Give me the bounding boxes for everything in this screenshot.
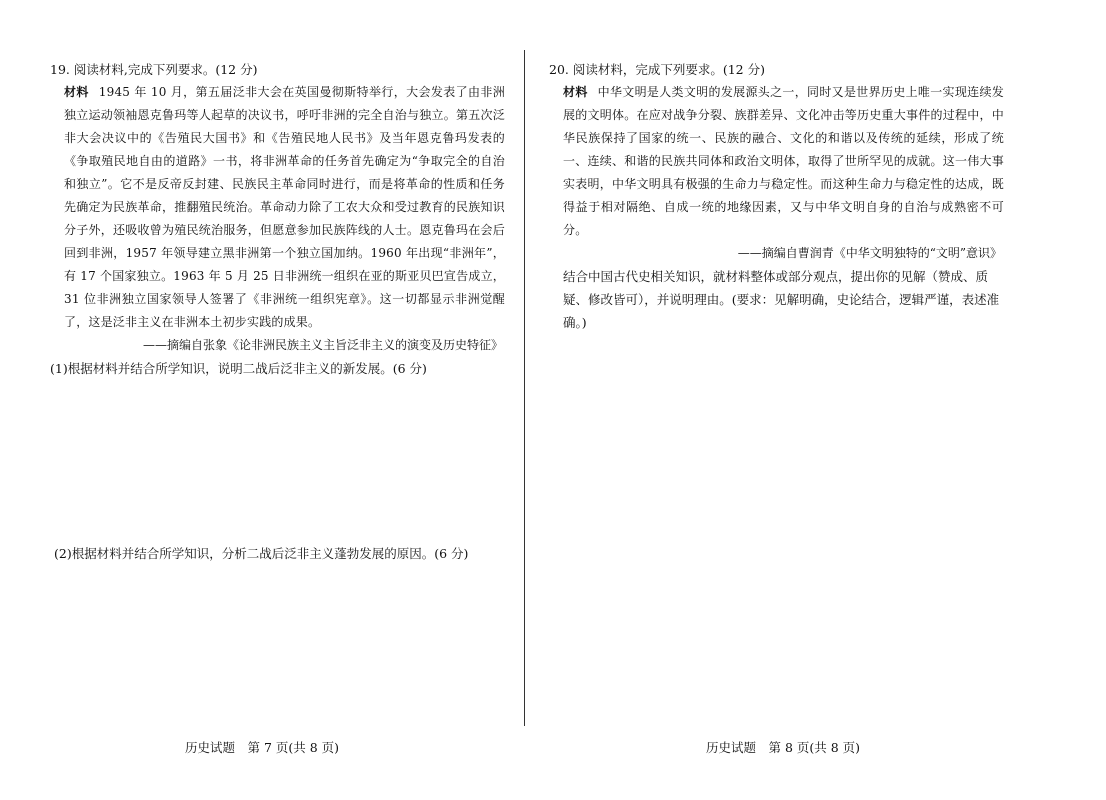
question-19-sub-1: (1)根据材料并结合所学知识，说明二战后泛非主义的新发展。(6 分) [50, 361, 427, 376]
question-19-sub-2: (2)根据材料并结合所学知识，分析二战后泛非主义蓬勃发展的原因。(6 分) [54, 546, 469, 561]
material-label: 材料 [64, 85, 89, 99]
question-20-task: 结合中国古代史相关知识，就材料整体或部分观点，提出你的见解（赞成、质疑、修改皆可），并说明理由。(要求：见解明确，史论结合，逻辑严谨，表述准确。) [563, 269, 1000, 330]
footer-page-8: 历史试题 第 8 页(共 8 页) [706, 740, 861, 755]
right-page [549, 58, 1004, 334]
footer-page-7: 历史试题 第 7 页(共 8 页) [185, 740, 340, 755]
question-20-material [549, 81, 1004, 242]
material-text: 中华文明是人类文明的发展源头之一，同时又是世界历史上唯一实现连续发展的文明体。在应对战争分裂、族群差异、文化冲击等历史重大事件的过程中，中华民族保持了国家的统一、民族的融合、文化的和谐以及传统的延续，形成了统一、连续、和谐的民族共同体和政治文明体，取得了世所罕见的成就。这一伟大事实表明，中华文明具有极强的生命力与稳定性。而这种生命力与稳定性的达成，既得益于相对隔绝、自成一统的地缘因素，又与中华文明自身的自治与成熟密不可分。 [563, 85, 1004, 237]
question-20-source: ——摘编自曹润青《中华文明独特的“文明”意识》 [737, 246, 1002, 260]
material-label: 材料 [563, 85, 588, 99]
left-page [50, 58, 505, 380]
question-19-source: ——摘编自张象《论非洲民族主义主旨泛非主义的演变及历史特征》 [142, 338, 503, 352]
material-text: 1945 年 10 月，第五届泛非大会在英国曼彻斯特举行，大会发表了由非洲独立运动领袖恩克鲁玛等人起草的决议书，呼吁非洲的完全自治与独立。第五次泛非大会决议中的《告殖民大国书》和《告殖民地人民书》及当年恩克鲁玛发表的《争取殖民地自由的道路》一书，将非洲革命的任务首先确定为“争取完全的自治和独立”。它不是反帝反封建、民族民主革命同时进行，而是将革命的性质和任务先确定为民族革命，推翻殖民统治。革命动力除了工农大众和受过教育的民族知识分子外，还吸收曾为殖民统治服务，但愿意参加民族阵线的人士。恩克鲁玛在会后回到非洲，1957 年领导建立黑非洲第一个独立国加纳。1960 年出现“非洲年”，有 17 个国家独立。1963 年 5 月 25 日非洲统一组织在亚的斯亚贝巴宣告成立，31 位非洲独立国家领导人签署了《非洲统一组织宪章》。这一切都显示非洲觉醒了，这是泛非主义在非洲本土初步实践的成果。 [64, 85, 506, 329]
page-divider [524, 50, 525, 726]
question-19-header: 19. 阅读材料,完成下列要求。(12 分) [50, 62, 258, 77]
question-20-header: 20. 阅读材料，完成下列要求。(12 分) [549, 62, 765, 77]
question-19-material [50, 81, 505, 334]
